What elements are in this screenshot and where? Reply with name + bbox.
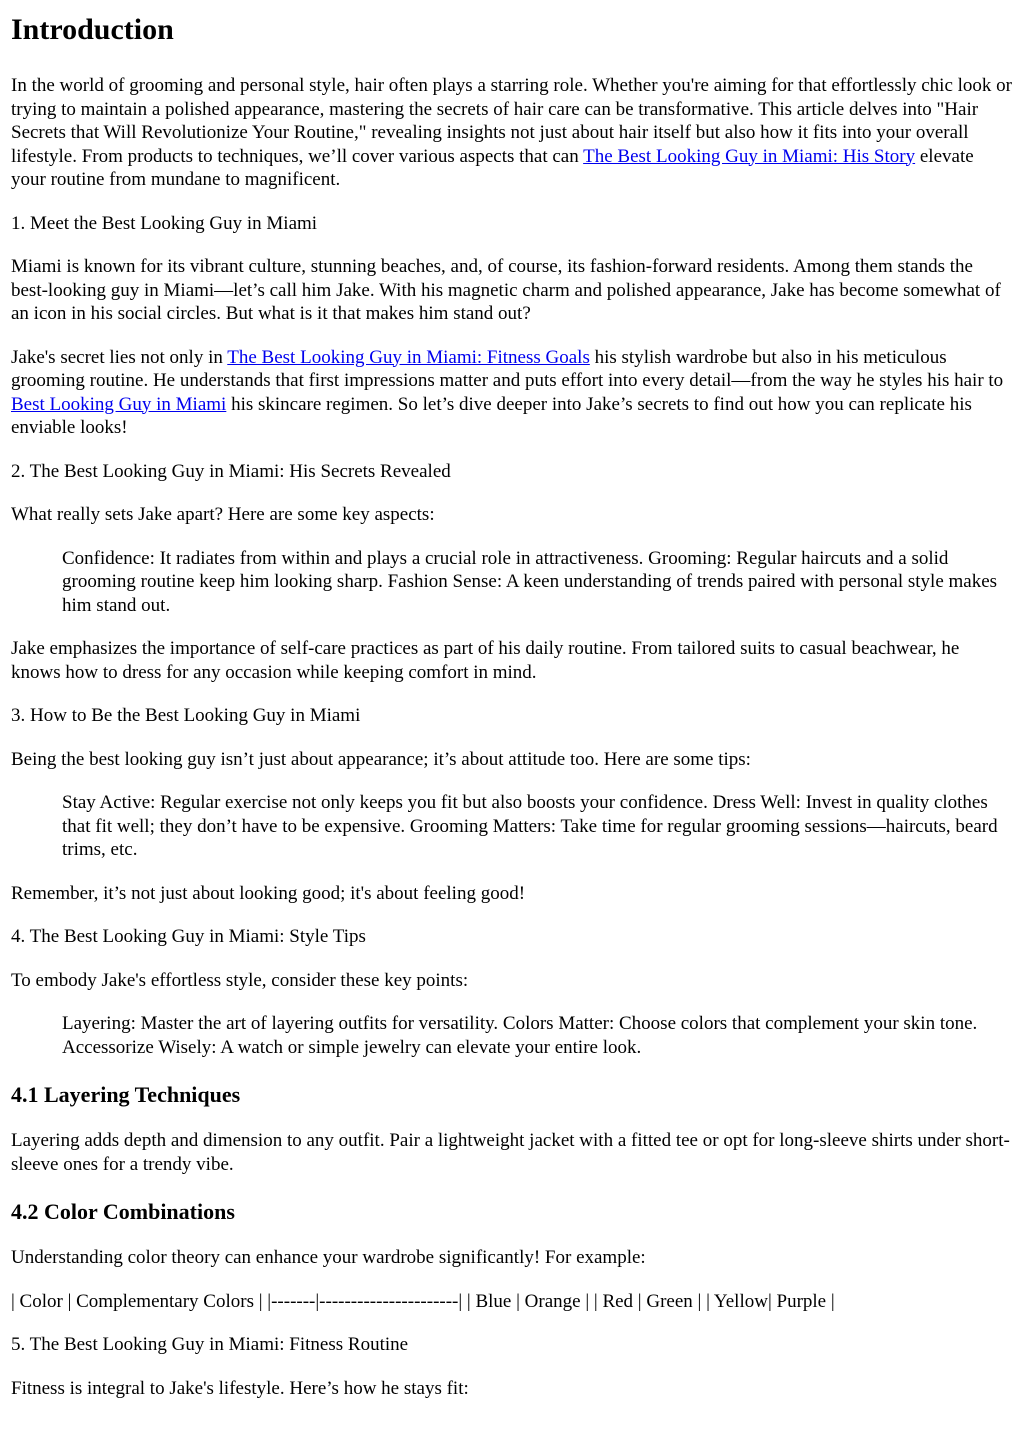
section1-text3: his skincare regimen. So let’s dive deeper into Jake’s secrets to find out how you can replicate his enviable looks! bbox=[11, 393, 972, 438]
section3-lead: Being the best looking guy isn’t just about appearance; it’s about attitude too. Here are some tips: bbox=[11, 748, 751, 770]
subsection-layering-heading: 4.1 Layering Techniques bbox=[11, 1082, 241, 1107]
section2-heading: 2. The Best Looking Guy in Miami: His Secrets Revealed bbox=[11, 460, 451, 482]
color-table-raw: | Color | Complementary Colors | |-------|----------------------| | Blue | Orange | | Red | Green | | Yellow| Purple | bbox=[11, 1290, 835, 1312]
intro-text-after: elevate your routine from mundane to magnificent. bbox=[11, 145, 974, 190]
section1-paragraph1: Miami is known for its vibrant culture, stunning beaches, and, of course, its fashion-forward residents. Among them stands the best-looking guy in Miami—let’s call him Jake. With his magnetic charm and polished appearance, Jake has become somewhat of an icon in his social circles. But what is it that makes him stand out? bbox=[11, 256, 1001, 324]
section4-quote: Layering: Master the art of layering outfits for versatility. Colors Matter: Choose colors that complement your skin tone. Accessorize Wisely: A watch or simple jewelry can elevate your entire look. bbox=[62, 1013, 978, 1058]
link-fitness-goals[interactable]: The Best Looking Guy in Miami: Fitness Goals bbox=[227, 346, 590, 368]
intro-text-before: In the world of grooming and personal style, hair often plays a starring role. Whether you're aiming for that effortlessly chic look or trying to maintain a polished appearance, mastering the secrets of hair care can be transformative. This article delves into "Hair Secrets that Will Revolutionize Your Routine," revealing insights not just about hair itself but also how it fits into your overall lifestyle. From products to techniques, we’ll cover various aspects that can bbox=[11, 75, 1012, 167]
section1-text2: his stylish wardrobe but also in his meticulous grooming routine. He understands that first impressions matter and puts effort into every detail—from the way he styles his hair to bbox=[11, 346, 1004, 391]
section2-closing: Jake emphasizes the importance of self-care practices as part of his daily routine. From tailored suits to casual beachwear, he knows how to dress for any occasion while keeping comfort in mind. bbox=[11, 638, 960, 683]
intro-paragraph bbox=[11, 74, 1013, 192]
subsection-layering-text: Layering adds depth and dimension to any outfit. Pair a lightweight jacket with a fitted tee or opt for long-sleeve shirts under short-sleeve ones for a trendy vibe. bbox=[11, 1130, 1010, 1175]
section3-quote: Stay Active: Regular exercise not only keeps you fit but also boosts your confidence. Dress Well: Invest in quality clothes that fit well; they don’t have to be expensive. Grooming Matters: Take time for regular grooming sessions—haircuts, beard trims, etc. bbox=[62, 792, 998, 860]
section1-paragraph2 bbox=[11, 346, 1013, 440]
section5-heading: 5. The Best Looking Guy in Miami: Fitness Routine bbox=[11, 1334, 409, 1355]
link-best-looking-guy[interactable]: Best Looking Guy in Miami bbox=[11, 393, 227, 415]
link-his-story[interactable]: The Best Looking Guy in Miami: His Story bbox=[583, 145, 916, 167]
subsection-color-text: Understanding color theory can enhance your wardrobe significantly! For example: bbox=[11, 1247, 646, 1268]
section2-quote: Confidence: It radiates from within and plays a crucial role in attractiveness. Grooming: Regular haircuts and a solid grooming routine keep him looking sharp. Fashion Sense: A keen understanding of trends paired with personal style makes him stand out. bbox=[62, 547, 998, 616]
section1-text1: Jake's secret lies not only in bbox=[11, 346, 228, 368]
section4-lead: To embody Jake's effortless style, consider these key points: bbox=[11, 969, 469, 991]
section3-closing: Remember, it’s not just about looking good; it's about feeling good! bbox=[11, 882, 526, 904]
section2-lead: What really sets Jake apart? Here are some key aspects: bbox=[11, 504, 435, 525]
section3-heading: 3. How to Be the Best Looking Guy in Miami bbox=[11, 705, 361, 726]
section1-heading: 1. Meet the Best Looking Guy in Miami bbox=[11, 212, 318, 234]
section5-lead: Fitness is integral to Jake's lifestyle. Here’s how he stays fit: bbox=[11, 1377, 469, 1399]
page-title: Introduction bbox=[11, 13, 174, 46]
section4-heading: 4. The Best Looking Guy in Miami: Style Tips bbox=[11, 926, 366, 947]
subsection-color-heading: 4.2 Color Combinations bbox=[11, 1199, 235, 1224]
